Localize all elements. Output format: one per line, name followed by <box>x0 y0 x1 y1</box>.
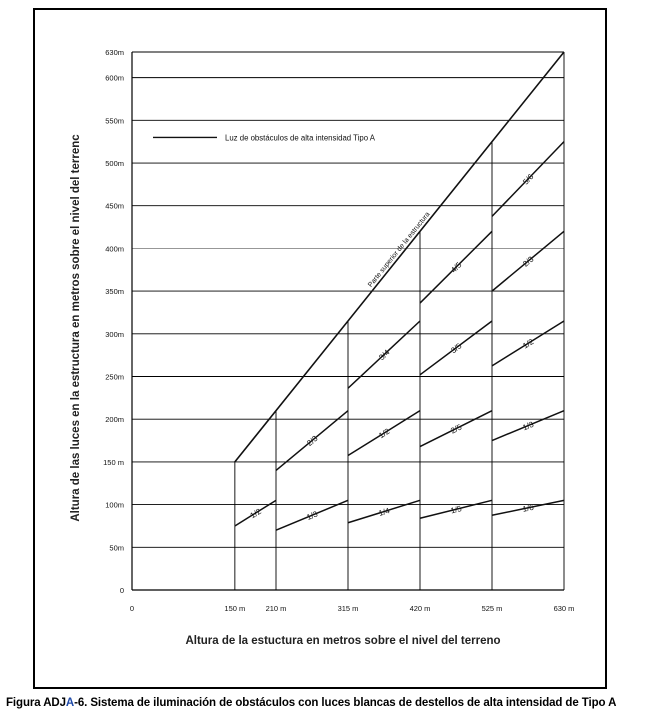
x-tick-label: 525 m <box>481 604 503 613</box>
x-tick-label: 420 m <box>409 604 431 613</box>
y-tick-label: 350m <box>105 287 124 297</box>
caption-accent: A <box>65 697 75 709</box>
series-label: 1/2 <box>248 506 263 521</box>
caption-suffix: -6. Sistema de iluminación de obstáculos con luces blancas de destellos de alta intensidad de Tipo A <box>74 697 617 709</box>
series-label: 3/4 <box>377 347 392 363</box>
series-label: 1/2 <box>377 426 392 441</box>
series-label: 3/5 <box>449 341 464 356</box>
y-axis-title: Altura de las luces en la estructura en metros sobre el nivel del terrenc <box>70 134 82 522</box>
y-tick-label: 50m <box>109 543 124 553</box>
x-tick-label: 315 m <box>337 604 359 613</box>
y-tick-label: 450m <box>105 201 124 211</box>
y-tick-label: 500m <box>105 159 124 169</box>
label-layer <box>103 48 574 613</box>
x-axis-title: Altura de la estuctura en metros sobre el nivel del terreno <box>185 635 501 647</box>
y-tick-label: 150 m <box>103 457 124 467</box>
series-label: 1/2 <box>521 337 536 351</box>
series-label: 4/5 <box>449 260 464 275</box>
series-label: 1/5 <box>449 504 463 516</box>
x-tick-label: 0 <box>129 604 135 613</box>
y-tick-label: 200m <box>105 415 124 425</box>
series-label: 1/4 <box>377 506 391 518</box>
series-line <box>235 52 564 462</box>
caption-prefix: Figura ADJ <box>6 697 66 709</box>
chart <box>35 10 605 687</box>
series-label: 2/5 <box>449 422 464 436</box>
figure-frame <box>33 8 607 689</box>
y-tick-label: 400m <box>105 244 124 254</box>
y-tick-label: 630m <box>105 48 124 57</box>
series-label: 5/6 <box>521 172 536 187</box>
figure-caption <box>6 697 643 709</box>
series-label: 1/3 <box>521 419 536 433</box>
y-tick-label: 600m <box>105 73 124 83</box>
y-tick-label: 550m <box>105 116 124 126</box>
x-tick-label: 210 m <box>265 604 287 613</box>
series-label: Parte superior de la estructura <box>367 210 432 289</box>
y-tick-label: 250m <box>105 372 124 382</box>
y-tick-label: 100m <box>105 500 124 510</box>
series-label: 1/6 <box>521 502 535 514</box>
x-tick-label: 150 m <box>224 604 246 613</box>
y-tick-label: 0 <box>119 586 124 595</box>
series-label: 2/3 <box>305 433 320 448</box>
series-label: 2/3 <box>521 254 536 269</box>
legend-label: Luz de obstáculos de alta intensidad Tipo A <box>225 133 375 143</box>
series-label: 1/3 <box>305 509 320 523</box>
x-tick-label: 630 m <box>553 604 575 613</box>
y-tick-label: 300m <box>105 329 124 339</box>
